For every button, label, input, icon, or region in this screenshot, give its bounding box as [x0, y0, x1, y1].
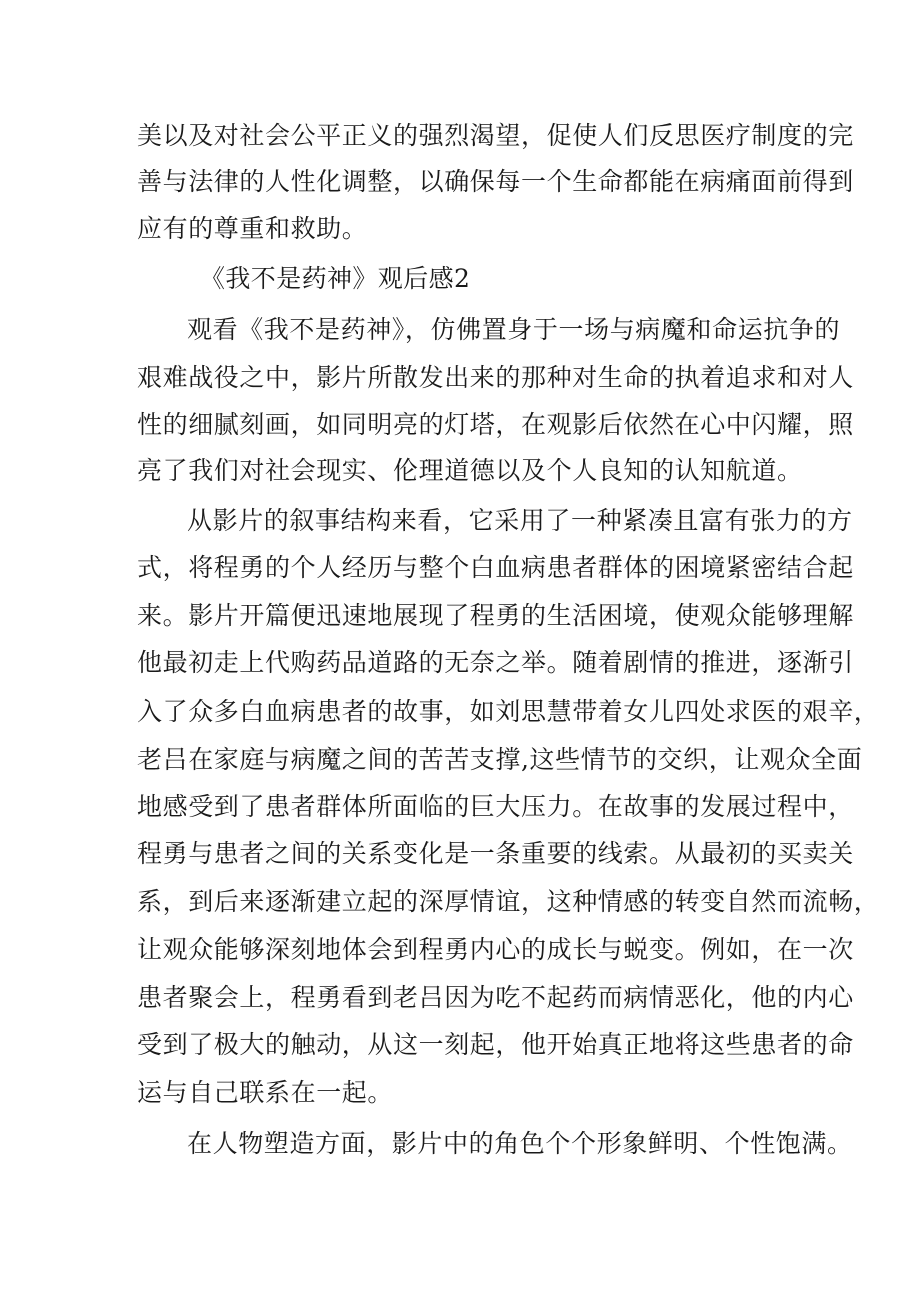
text-line: 式，将程勇的个人经历与整个白血病患者群体的困境紧密结合起 [137, 553, 854, 582]
text-line: 在人物塑造方面，影片中的角色个个形象鲜明、个性饱满。 [187, 1129, 853, 1158]
text-line: 来。影片开篇便迅速地展现了程勇的生活困境，使观众能够理解 [137, 601, 854, 630]
text-line: 入了众多白血病患者的故事，如刘思慧带着女儿四处求医的艰辛， [137, 697, 880, 726]
text-line: 亮了我们对社会现实、伦理道德以及个人良知的认知航道。 [137, 456, 803, 485]
text-line: 他最初走上代购药品道路的无奈之举。随着剧情的推进，逐渐引 [137, 648, 854, 677]
text-line: 程勇与患者之间的关系变化是一条重要的线索。从最初的买卖关 [137, 839, 854, 868]
text-line: 美以及对社会公平正义的强烈渴望，促使人们反思医疗制度的完 [137, 121, 854, 150]
text-line: 老吕在家庭与病魔之间的苦苦支撑,这些情节的交织，让观众全面 [137, 745, 863, 774]
text-line: 让观众能够深刻地体会到程勇内心的成长与蜕变。例如，在一次 [137, 935, 854, 964]
text-line: 运与自己联系在一起。 [137, 1078, 394, 1107]
text-line: 艰难战役之中，影片所散发出来的那种对生命的执着追求和对人 [137, 363, 854, 392]
text-line: 从影片的叙事结构来看，它采用了一种紧凑且富有张力的方 [187, 506, 853, 535]
text-line: 性的细腻刻画，如同明亮的灯塔，在观影后依然在心中闪耀，照 [137, 410, 854, 439]
text-line: 应有的尊重和救助。 [137, 214, 368, 243]
text-line: 善与法律的人性化调整，以确保每一个生命都能在病痛面前得到 [137, 167, 854, 196]
text-line: 地感受到了患者群体所面临的巨大压力。在故事的发展过程中， [137, 792, 854, 821]
text-line: 系，到后来逐渐建立起的深厚情谊，这种情感的转变自然而流畅， [137, 887, 880, 916]
text-line: 患者聚会上，程勇看到老吕因为吃不起药而病情恶化，他的内心 [137, 983, 854, 1012]
section-title: 《我不是药神》观后感2 [200, 264, 471, 293]
text-line: 受到了极大的触动，从这一刻起，他开始真正地将这些患者的命 [137, 1030, 854, 1059]
text-line: 观看《我不是药神》，仿佛置身于一场与病魔和命运抗争的 [187, 315, 841, 344]
